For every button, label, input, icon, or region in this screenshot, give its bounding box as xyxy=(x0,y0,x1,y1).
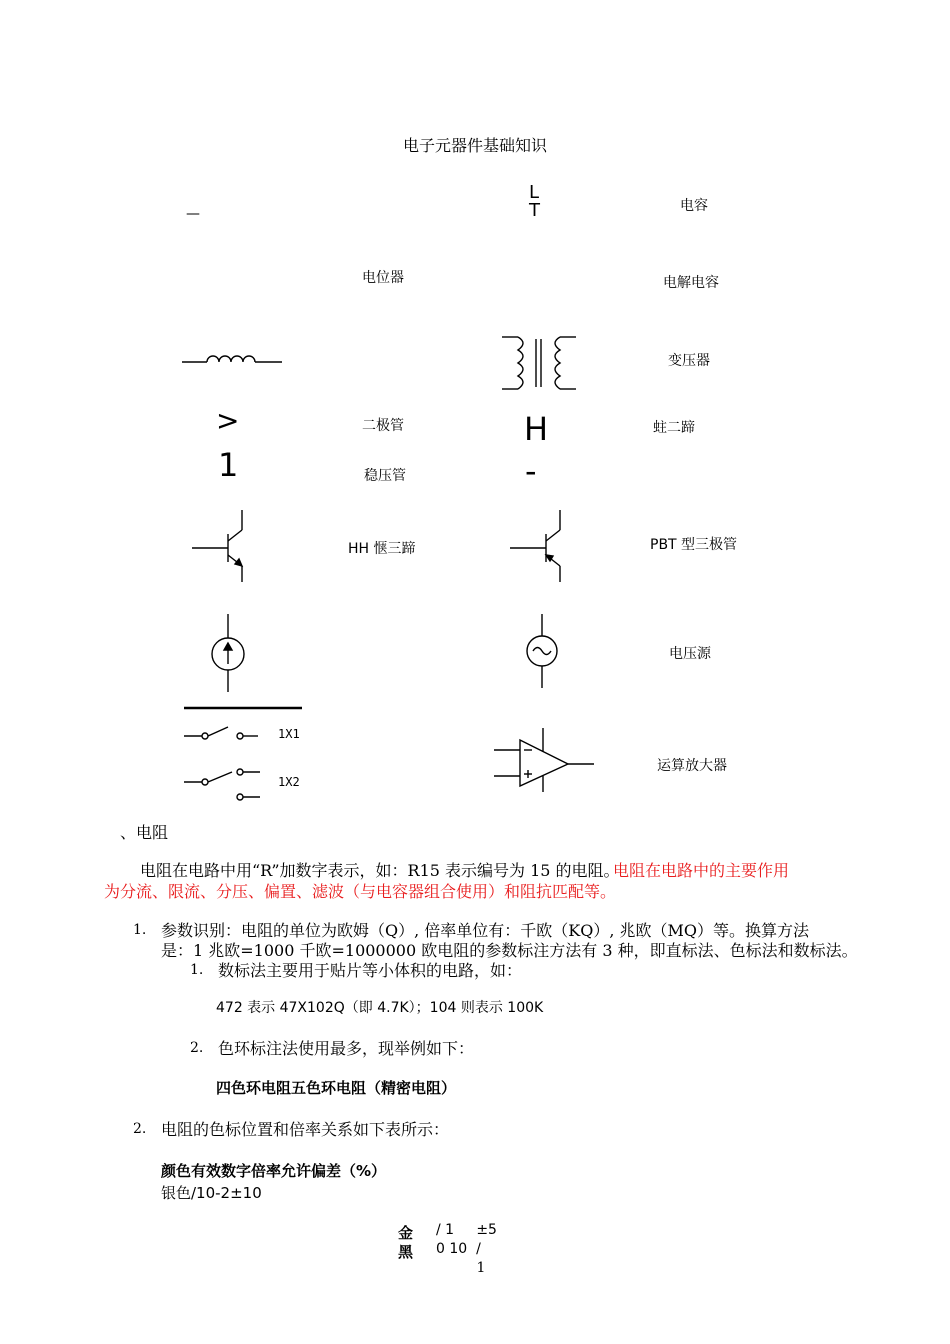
sub2-text: 色环标注法使用最多，现举例如下： xyxy=(218,1039,475,1058)
table-row-silver: 银色/10-2±10 xyxy=(161,1184,262,1202)
item2-number: 2. xyxy=(133,1121,147,1137)
section-heading: 、电阻 xyxy=(120,823,169,842)
page-title: 电子元器件基础知识 xyxy=(402,136,547,155)
dash-mark: — xyxy=(186,206,200,222)
inductor-icon xyxy=(182,348,284,368)
sub1-number: 1. xyxy=(190,962,204,978)
label-switch-1: 1X1 xyxy=(278,727,300,741)
glyph-one: 1 xyxy=(218,446,239,484)
label-electrolytic-capacitor: 电解电容 xyxy=(663,275,719,291)
table-row-gold-name: 金 xyxy=(398,1224,414,1242)
label-npn: HH 惬三蹄 xyxy=(348,541,416,557)
intro-text-red-2: 为分流、限流、分压、偏置、滤波（与电容器组合使用）和阻抗匹配等。 xyxy=(104,882,617,901)
label-transformer: 变压器 xyxy=(668,353,710,369)
table-row-black-values: 0 10 / xyxy=(436,1241,481,1257)
item2-text: 电阻的色标位置和倍率关系如下表所示： xyxy=(161,1120,450,1139)
intro-text-red-1: 电阻在电路中的主要作用 xyxy=(613,861,790,880)
current-source-icon xyxy=(210,614,246,694)
sub2-number: 2. xyxy=(190,1040,204,1056)
diode-glyph: > xyxy=(216,404,240,437)
sub2-example: 四色环电阻五色环电阻（精密电阻） xyxy=(216,1079,457,1097)
label-op-amp: 运算放大器 xyxy=(657,758,727,774)
label-switch-2: 1X2 xyxy=(278,775,300,789)
table-header: 颜色有效数字倍率允许偏差（%） xyxy=(161,1162,387,1180)
page-number: 1 xyxy=(476,1260,486,1276)
voltage-source-icon xyxy=(524,614,560,690)
label-pnp: PBT 型三极管 xyxy=(650,537,738,553)
intro-text-black: 电阻在电路中用“R”加数字表示，如：R15 表示编号为 15 的电阻。 xyxy=(140,861,620,880)
divider-line xyxy=(184,706,304,710)
item1-line2: 是：1 兆欧=1000 千欧=1000000 欧电阻的参数标注方法有 3 种，即直标法、色标法和数标法。 xyxy=(161,941,858,960)
label-triode-garbled: 蛀二蹄 xyxy=(653,420,695,436)
capacitor-symbol: LT xyxy=(529,182,540,221)
glyph-h: H xyxy=(524,410,549,448)
pnp-transistor-icon xyxy=(508,508,568,584)
label-diode: 二极管 xyxy=(362,418,404,434)
switch-2-icon xyxy=(184,764,274,804)
label-voltage-source: 电压源 xyxy=(669,646,711,662)
item1-number: 1. xyxy=(133,922,147,938)
switch-1-icon xyxy=(184,722,274,746)
label-zener: 稳压管 xyxy=(364,468,406,484)
op-amp-icon xyxy=(494,724,598,794)
glyph-minus: - xyxy=(525,452,537,490)
npn-transistor-icon xyxy=(190,508,250,584)
table-row-gold-values: / 1 ±5 xyxy=(436,1222,497,1238)
sub1-text: 数标法主要用于贴片等小体积的电路，如： xyxy=(218,961,523,980)
label-capacitor: 电容 xyxy=(680,198,708,214)
transformer-icon xyxy=(500,335,580,391)
table-row-black-name: 黑 xyxy=(398,1243,414,1261)
sub1-example: 472 表示 47X102Q（即 4.7K）；104 则表示 100K xyxy=(216,1000,544,1016)
item1-line1: 参数识别：电阻的单位为欧姆（Q）, 倍率单位有：千欧（KQ）, 兆欧（MQ）等。换算方法 xyxy=(161,921,810,940)
label-potentiometer: 电位器 xyxy=(362,270,404,286)
